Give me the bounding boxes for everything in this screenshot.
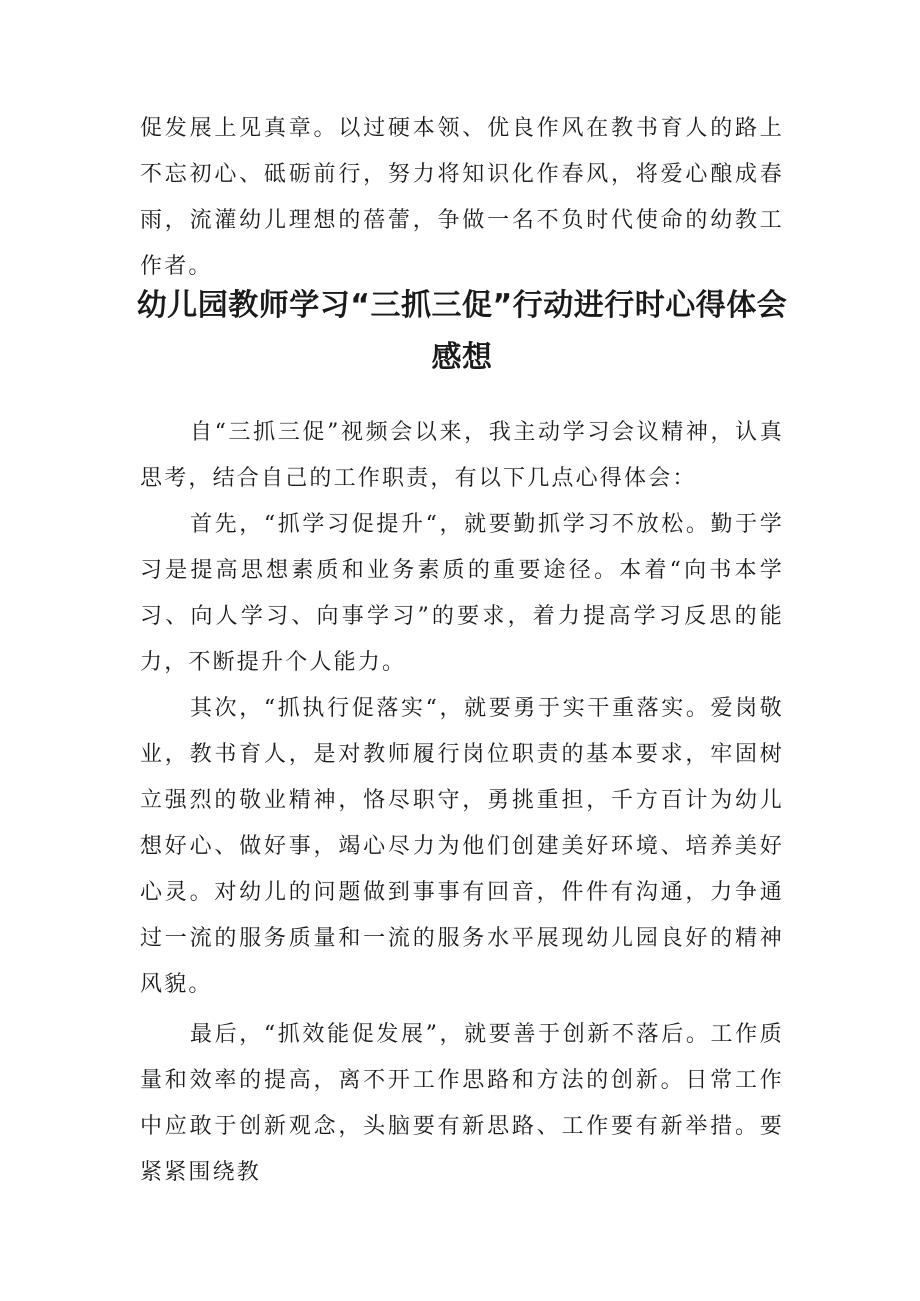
intro-paragraph: 自“三抓三促”视频会以来，我主动学习会议精神，认真思考，结合自己的工作职责，有以下几点心得体会： bbox=[140, 420, 784, 491]
final-point-paragraph: 最后，“抓效能促发展”，就要善于创新不落后。工作质量和效率的提高，离不开工作思路和方法的创新。日常工作中应敢于创新观念，头脑要有新思路、工作要有新举措。要紧紧围绕教 bbox=[140, 1022, 784, 1185]
article-title: 幼儿园教师学习“三抓三促”行动进行时心得体会感想 bbox=[136, 288, 788, 375]
first-point-paragraph: 首先，“抓学习促提升“，就要勤抓学习不放松。勤于学习是提高思想素质和业务素质的重要途径。本着“向书本学习、向人学习、向事学习”的要求，着力提高学习反思的能力，不断提升个人能力。 bbox=[140, 512, 784, 675]
continuation-paragraph: 促发展上见真章。以过硬本领、优良作风在教书育人的路上不忘初心、砥砺前行，努力将知识化作春风，将爱心酿成春雨，流灌幼儿理想的蓓蕾，争做一名不负时代使命的幼教工作者。 bbox=[140, 116, 784, 279]
second-point-paragraph: 其次，“抓执行促落实“，就要勇于实干重落实。爱岗敬业，教书育人，是对教师履行岗位职责的基本要求，牢固树立强烈的敬业精神，恪尽职守，勇挑重担，千方百计为幼儿想好心、做好事，竭心尽力为他们创建美好环境、培养美好心灵。对幼儿的问题做到事事有回音，件件有沟通，力争通过一流的服务质量和一流的服务水平展现幼儿园良好的精神风貌。 bbox=[140, 696, 784, 997]
